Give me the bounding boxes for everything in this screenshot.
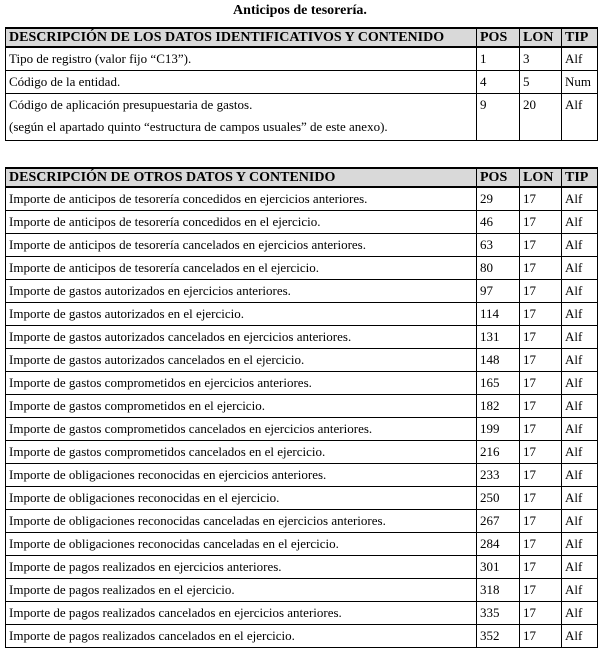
column-header-description: DESCRIPCIÓN DE LOS DATOS IDENTIFICATIVOS Y CONTENIDO xyxy=(6,28,477,47)
field-tip: Num xyxy=(562,71,598,94)
field-lon: 17 xyxy=(520,625,562,648)
field-description: Importe de anticipos de tesorería cancelados en ejercicios anteriores. xyxy=(6,234,477,257)
field-tip: Alf xyxy=(562,349,598,372)
field-lon: 3 xyxy=(520,47,562,71)
field-lon: 20 xyxy=(520,94,562,141)
field-tip: Alf xyxy=(562,625,598,648)
field-tip: Alf xyxy=(562,47,598,71)
field-lon: 17 xyxy=(520,372,562,395)
field-description: Código de la entidad. xyxy=(6,71,477,94)
field-lon: 17 xyxy=(520,326,562,349)
field-pos: 46 xyxy=(477,211,520,234)
field-pos: 1 xyxy=(477,47,520,71)
field-description: Importe de anticipos de tesorería concedidos en el ejercicio. xyxy=(6,211,477,234)
field-pos: 284 xyxy=(477,533,520,556)
table-header-row xyxy=(6,168,598,187)
identification-fields-table xyxy=(5,27,598,141)
field-lon: 17 xyxy=(520,303,562,326)
column-header-lon: LON xyxy=(520,28,562,47)
field-tip: Alf xyxy=(562,487,598,510)
table-row xyxy=(6,71,598,94)
column-header-lon: LON xyxy=(520,168,562,187)
field-pos: 148 xyxy=(477,349,520,372)
table-row xyxy=(6,349,598,372)
field-description: Importe de gastos comprometidos cancelados en ejercicios anteriores. xyxy=(6,418,477,441)
field-lon: 17 xyxy=(520,441,562,464)
field-lon: 17 xyxy=(520,464,562,487)
column-header-pos: POS xyxy=(477,168,520,187)
field-tip: Alf xyxy=(562,533,598,556)
field-tip: Alf xyxy=(562,211,598,234)
field-tip: Alf xyxy=(562,579,598,602)
field-pos: 9 xyxy=(477,94,520,141)
field-pos: 114 xyxy=(477,303,520,326)
field-tip: Alf xyxy=(562,556,598,579)
field-tip: Alf xyxy=(562,234,598,257)
field-tip: Alf xyxy=(562,94,598,141)
field-pos: 335 xyxy=(477,602,520,625)
field-pos: 199 xyxy=(477,418,520,441)
field-description: Importe de gastos comprometidos cancelados en el ejercicio. xyxy=(6,441,477,464)
field-tip: Alf xyxy=(562,257,598,280)
field-description: Importe de anticipos de tesorería concedidos en ejercicios anteriores. xyxy=(6,187,477,211)
field-description: Tipo de registro (valor fijo “C13”). xyxy=(6,47,477,71)
field-tip: Alf xyxy=(562,280,598,303)
field-tip: Alf xyxy=(562,303,598,326)
field-description: Importe de gastos comprometidos en el ejercicio. xyxy=(6,395,477,418)
field-lon: 17 xyxy=(520,510,562,533)
field-pos: 63 xyxy=(477,234,520,257)
table-row xyxy=(6,395,598,418)
field-description: Importe de obligaciones reconocidas canceladas en ejercicios anteriores. xyxy=(6,510,477,533)
table-row xyxy=(6,418,598,441)
column-header-pos: POS xyxy=(477,28,520,47)
field-lon: 5 xyxy=(520,71,562,94)
other-fields-table xyxy=(5,167,598,648)
table-row xyxy=(6,303,598,326)
table-row xyxy=(6,556,598,579)
table-row xyxy=(6,94,598,141)
field-pos: 80 xyxy=(477,257,520,280)
field-pos: 250 xyxy=(477,487,520,510)
field-pos: 29 xyxy=(477,187,520,211)
field-tip: Alf xyxy=(562,510,598,533)
table-row xyxy=(6,510,598,533)
field-description xyxy=(6,94,477,141)
field-pos: 4 xyxy=(477,71,520,94)
field-description: Importe de obligaciones reconocidas en el ejercicio. xyxy=(6,487,477,510)
field-lon: 17 xyxy=(520,556,562,579)
column-header-tip: TIP xyxy=(562,168,598,187)
table-row xyxy=(6,533,598,556)
field-pos: 233 xyxy=(477,464,520,487)
field-lon: 17 xyxy=(520,211,562,234)
field-description: Importe de pagos realizados en ejercicios anteriores. xyxy=(6,556,477,579)
field-tip: Alf xyxy=(562,602,598,625)
column-header-description: DESCRIPCIÓN DE OTROS DATOS Y CONTENIDO xyxy=(6,168,477,187)
field-pos: 216 xyxy=(477,441,520,464)
field-description: Importe de anticipos de tesorería cancelados en el ejercicio. xyxy=(6,257,477,280)
field-description: Importe de pagos realizados cancelados en el ejercicio. xyxy=(6,625,477,648)
field-tip: Alf xyxy=(562,395,598,418)
table-row xyxy=(6,372,598,395)
field-description: Importe de gastos autorizados en ejercicios anteriores. xyxy=(6,280,477,303)
column-header-tip: TIP xyxy=(562,28,598,47)
table-row xyxy=(6,625,598,648)
field-pos: 301 xyxy=(477,556,520,579)
field-description-line-1: Código de aplicación presupuestaria de gastos. xyxy=(9,97,253,112)
table-row xyxy=(6,464,598,487)
field-description: Importe de obligaciones reconocidas en ejercicios anteriores. xyxy=(6,464,477,487)
field-lon: 17 xyxy=(520,257,562,280)
table-row xyxy=(6,187,598,211)
table-row xyxy=(6,487,598,510)
field-lon: 17 xyxy=(520,533,562,556)
field-lon: 17 xyxy=(520,602,562,625)
field-lon: 17 xyxy=(520,487,562,510)
field-description: Importe de pagos realizados cancelados en ejercicios anteriores. xyxy=(6,602,477,625)
field-tip: Alf xyxy=(562,326,598,349)
field-pos: 165 xyxy=(477,372,520,395)
table-row xyxy=(6,280,598,303)
field-tip: Alf xyxy=(562,464,598,487)
field-pos: 97 xyxy=(477,280,520,303)
table-row xyxy=(6,441,598,464)
table-row xyxy=(6,579,598,602)
field-description: Importe de pagos realizados en el ejercicio. xyxy=(6,579,477,602)
field-tip: Alf xyxy=(562,372,598,395)
document-title: Anticipos de tesorería. xyxy=(233,3,367,18)
table-row xyxy=(6,211,598,234)
field-description: Importe de gastos autorizados cancelados en el ejercicio. xyxy=(6,349,477,372)
field-pos: 318 xyxy=(477,579,520,602)
field-lon: 17 xyxy=(520,579,562,602)
field-description: Importe de gastos autorizados cancelados en ejercicios anteriores. xyxy=(6,326,477,349)
table-row xyxy=(6,47,598,71)
field-pos: 267 xyxy=(477,510,520,533)
field-lon: 17 xyxy=(520,234,562,257)
field-lon: 17 xyxy=(520,280,562,303)
field-tip: Alf xyxy=(562,187,598,211)
table-row xyxy=(6,602,598,625)
field-description: Importe de obligaciones reconocidas canceladas en el ejercicio. xyxy=(6,533,477,556)
field-pos: 131 xyxy=(477,326,520,349)
field-tip: Alf xyxy=(562,441,598,464)
field-pos: 352 xyxy=(477,625,520,648)
table-row xyxy=(6,326,598,349)
field-description: Importe de gastos autorizados en el ejercicio. xyxy=(6,303,477,326)
table-header-row xyxy=(6,28,598,47)
field-description-line-2: (según el apartado quinto “estructura de campos usuales” de este anexo). xyxy=(9,119,388,134)
field-lon: 17 xyxy=(520,349,562,372)
field-lon: 17 xyxy=(520,418,562,441)
table-row xyxy=(6,234,598,257)
field-lon: 17 xyxy=(520,395,562,418)
table-row xyxy=(6,257,598,280)
field-lon: 17 xyxy=(520,187,562,211)
field-tip: Alf xyxy=(562,418,598,441)
field-pos: 182 xyxy=(477,395,520,418)
field-description: Importe de gastos comprometidos en ejercicios anteriores. xyxy=(6,372,477,395)
